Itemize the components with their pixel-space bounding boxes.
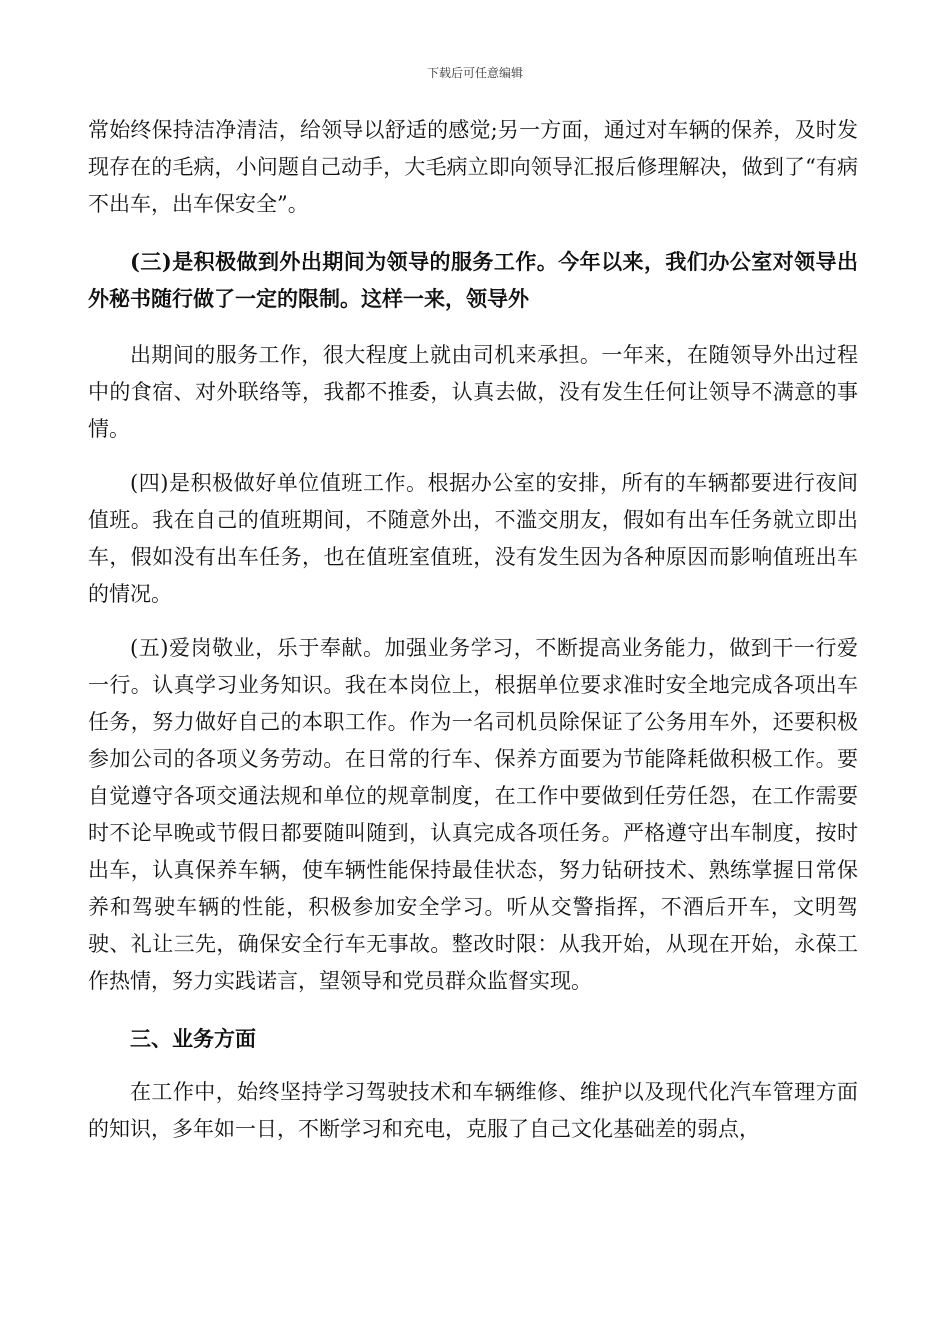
document-body <box>88 112 858 1148</box>
paragraph-duty-shift: (四)是积极做好单位值班工作。根据办公室的安排，所有的车辆都要进行夜间值班。我在自己的值班期间，不随意外出，不滥交朋友，假如有出车任务就立即出车，假如没有出车任务，也在值班室值班，没有发生因为各种原因而影响值班出车的情况。 <box>88 471 858 606</box>
section-heading-business: 三、业务方面 <box>130 1026 256 1051</box>
paragraph-vehicle-maintenance: 常始终保持洁净清洁，给领导以舒适的感觉;另一方面，通过对车辆的保养，及时发现存在的毛病，小问题自己动手，大毛病立即向领导汇报后修理解决，做到了“有病不出车，出车保安全”。 <box>88 118 858 216</box>
paragraph-business-study: 在工作中，始终坚持学习驾驶技术和车辆维修、维护以及现代化汽车管理方面的知识，多年如一日，不断学习和充电，克服了自己文化基础差的弱点， <box>88 1080 858 1141</box>
paragraph-dedication: (五)爱岗敬业，乐于奉献。加强业务学习，不断提高业务能力，做到干一行爱一行。认真学习业务知识。我在本岗位上，根据单位要求准时安全地完成各项出车任务，努力做好自己的本职工作。作为一名司机员除保证了公务用车外，还要积极参加公司的各项义务劳动。在日常的行车、保养方面要为节能降耗做积极工作。要自觉遵守各项交通法规和单位的规章制度，在工作中要做到任劳任怨，在工作需要时不论早晚或节假日都要随叫随到，认真完成各项任务。严格遵守出车制度，按时出车，认真保养车辆，使车辆性能保持最佳状态，努力钻研技术、熟练掌握日常保养和驾驶车辆的性能，积极参加安全学习。听从交警指挥，不酒后开车，文明驾驶、礼让三先，确保安全行车无事故。整改时限：从我开始，从现在开始，永葆工作热情，努力实践诺言，望领导和党员群众监督实现。 <box>88 636 858 993</box>
paragraph-travel-service: 出期间的服务工作，很大程度上就由司机来承担。一年来，在随领导外出过程中的食宿、对外联络等，我都不推委，认真去做，没有发生任何让领导不满意的事情。 <box>88 343 858 441</box>
page-header: 下载后可任意编辑 <box>426 66 523 80</box>
section-heading-three: (三)是积极做到外出期间为领导的服务工作。今年以来，我们办公室对领导出外秘书随行做了一定的限制。这样一来，领导外 <box>88 249 858 311</box>
